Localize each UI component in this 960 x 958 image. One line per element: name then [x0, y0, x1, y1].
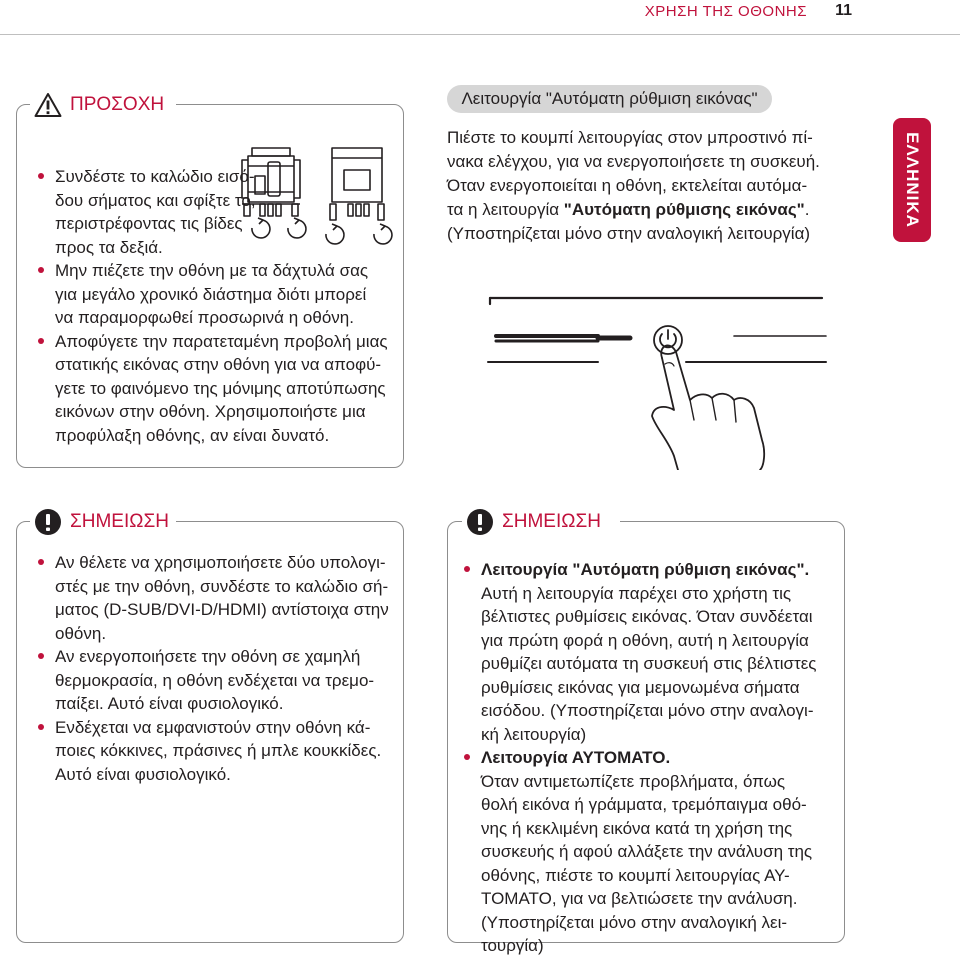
text-line: Αποφύγετε την παρατεταμένη προβολή μιας: [55, 331, 388, 351]
text-line: (Υποστηρίζεται μόνο στην αναλογική λει-: [481, 912, 788, 932]
cable-connectors-illustration: [236, 144, 396, 250]
text-line: για μεγάλο χρονικό διάστημα διότι μπορεί: [55, 284, 367, 304]
text-line: ρυθμίζει αυτόματα τη συσκευή στις βέλτιστες: [481, 654, 817, 673]
text-line: συσκευής ή αφού αλλάξετε την ανάλυση της: [481, 842, 813, 861]
text-fragment: τα η λειτουργία: [447, 200, 564, 219]
caution-title: ΠΡΟΣΟΧΗ: [70, 94, 165, 115]
note-list-left: [34, 551, 396, 786]
note-title-right: ΣΗΜΕΙΩΣΗ: [502, 511, 601, 532]
text-line: ρυθμίσεις εικόνας για μεμονωμένα σήματα: [481, 677, 800, 697]
note-item-two-computers: [34, 551, 396, 645]
text-line: ποιες κόκκινες, πράσινες ή μπλε κουκκίδες.: [55, 741, 382, 760]
text-line: Πιέστε το κουμπί λειτουργίας στον μπροστινό πί-: [447, 128, 813, 147]
exclamation-icon: [34, 508, 62, 536]
note-item-low-temperature: [34, 645, 396, 716]
note-item-auto-adjust: [460, 558, 840, 746]
text-line: Αυτή η λειτουργία παρέχει στο χρήστη τις: [481, 583, 792, 603]
text-line: για πρώτη φορά η οθόνη, αυτή η λειτουργία: [481, 630, 809, 650]
note-heading-right: [466, 506, 601, 538]
text-line: Μην πιέζετε την οθόνη με τα δάχτυλά σας: [55, 261, 369, 280]
note-item-colored-dots: [34, 716, 396, 787]
text-line: δου σήματος και σφίξτε το,: [55, 190, 256, 210]
text-line: γετε το φαινόμενο της μόνιμης αποτύπωσης: [55, 378, 386, 398]
text-line: Αν ενεργοποιήσετε την οθόνη σε χαμηλή: [55, 647, 361, 666]
auto-adjust-body: [447, 126, 847, 246]
text-line: Όταν αντιμετωπίζετε προβλήματα, όπως: [481, 771, 786, 791]
text-line: (Υποστηρίζεται μόνο στην αναλογική λειτουργία): [447, 224, 811, 243]
caution-item-pressure: [34, 259, 394, 330]
text-line: προς τα δεξιά.: [55, 237, 163, 257]
text-line: ΤΟΜΑΤΟ, για να βελτιώσετε την ανάλυση.: [481, 889, 798, 908]
warning-icon: [34, 92, 62, 118]
text-line: οθόνης, πιέστε το κουμπί λειτουργίας ΑΥ-: [481, 865, 790, 885]
text-line: νης ή κεκλιμένη εικόνα κατά τη χρήση της: [481, 818, 793, 838]
text-line: τουργία): [481, 936, 544, 955]
text-line: στές με την οθόνη, συνδέστε το καλώδιο σή-: [55, 576, 389, 596]
caution-heading: [34, 89, 164, 121]
text-line: εικόνων στην οθόνη. Χρησιμοποιήστε μια: [55, 402, 366, 421]
note-heading-left: [34, 506, 169, 538]
auto-adjust-title: Λειτουργία "Αυτόματη ρύθμιση εικόνας": [447, 85, 772, 113]
language-tab: [893, 118, 931, 242]
text-line: στατικής εικόνας στην οθόνη για να αποφύ-: [55, 355, 382, 374]
text-fragment-bold: "Αυτόματη ρύθμισης εικόνας": [563, 200, 805, 219]
text-line: βέλτιστες ρυθμίσεις εικόνας. Όταν συνδέεται: [481, 607, 813, 626]
note-title-left: ΣΗΜΕΙΩΣΗ: [70, 511, 169, 532]
dsub-connector-icon: [242, 148, 306, 238]
exclamation-icon: [466, 508, 494, 536]
monitor-power-button-illustration: [478, 270, 830, 470]
header-divider: [0, 34, 960, 35]
text-fragment: .: [804, 200, 810, 219]
text-line-bold: Λειτουργία ΑΥΤΟΜΑΤΟ.: [481, 748, 671, 767]
page-number: 11: [835, 2, 852, 19]
text-line: Ενδέχεται να εμφανιστούν στην οθόνη κά-: [55, 717, 371, 737]
text-line: νακα ελέγχου, για να ενεργοποιήσετε τη συσκευή.: [447, 152, 820, 171]
text-line: παίξει. Αυτό είναι φυσιολογικό.: [55, 694, 284, 713]
text-line: οθόνη.: [55, 623, 107, 643]
text-line-bold: Λειτουργία "Αυτόματη ρύθμιση εικόνας".: [481, 560, 810, 579]
text-line: κή λειτουργία): [481, 724, 587, 744]
caution-item-static-image: [34, 330, 394, 448]
text-line: Αυτό είναι φυσιολογικό.: [55, 764, 231, 784]
language-tab-label: ΕΛΛΗΝΙΚΑ: [903, 132, 922, 228]
text-line: να παραμορφωθεί προσωρινά η οθόνη.: [55, 308, 354, 327]
text-line: Αν θέλετε να χρησιμοποιήσετε δύο υπολογι-: [55, 553, 386, 572]
text-line: Όταν ενεργοποιείται η οθόνη, εκτελείται αυτόμα-: [447, 176, 808, 195]
note-list-right: [460, 558, 840, 958]
text-line: θολή εικόνα ή γράμματα, τρεμόπαιγμα οθό-: [481, 795, 807, 814]
text-line: [447, 198, 847, 222]
text-line: περιστρέφοντας τις βίδες: [55, 214, 243, 233]
text-line: Συνδέστε το καλώδιο εισό-: [55, 167, 255, 186]
text-line: ματος (D-SUB/DVI-D/HDMI) αντίστοιχα στην: [55, 600, 389, 619]
text-line: εισόδου. (Υποστηρίζεται μόνο στην αναλογι-: [481, 701, 814, 720]
header-section-title: ΧΡΗΣΗ ΤΗΣ ΟΘΟΝΗΣ: [644, 3, 807, 20]
dvi-connector-icon: [326, 148, 392, 244]
note-item-auto-mode: [460, 746, 840, 958]
text-line: προφύλαξη οθόνης, αν είναι δυνατό.: [55, 425, 330, 445]
text-line: θερμοκρασία, η οθόνη ενδέχεται να τρεμο-: [55, 670, 375, 690]
